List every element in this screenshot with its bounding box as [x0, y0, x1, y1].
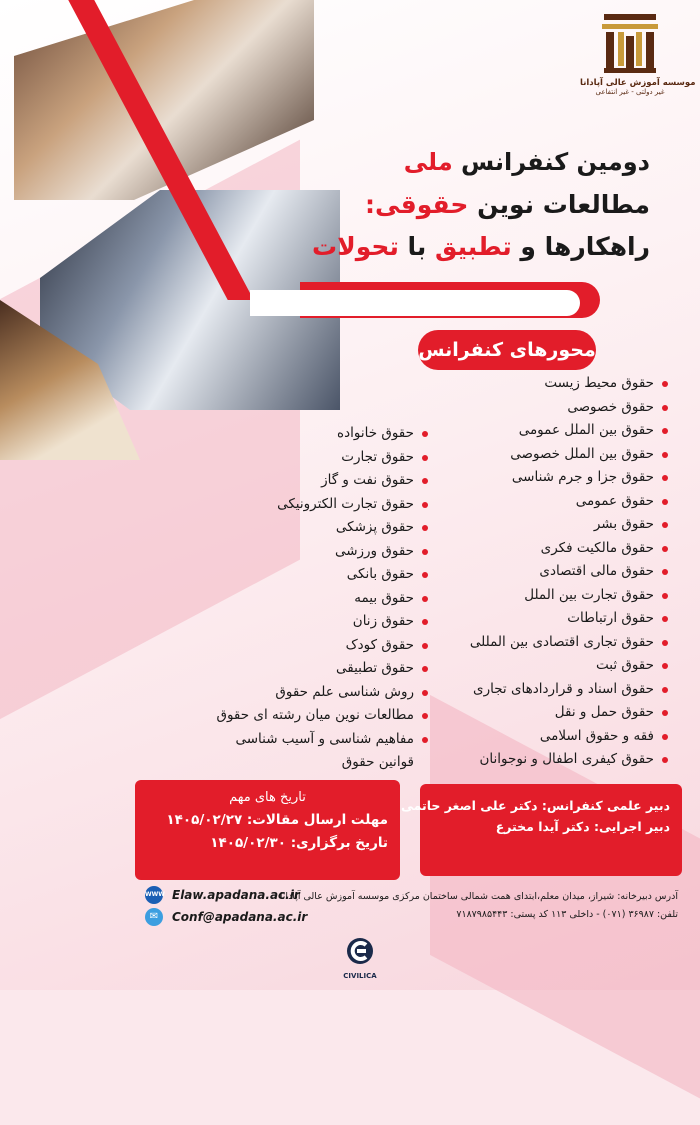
apadana-logo-icon	[598, 10, 662, 76]
topic-label: مطالعات نوین میان رشته ای حقوق	[216, 707, 414, 723]
bullet-icon	[662, 381, 668, 387]
www-icon: WWW	[145, 886, 163, 904]
bullet-icon	[422, 619, 428, 625]
topic-item	[198, 634, 428, 658]
topic-item	[198, 422, 428, 446]
bullet-icon	[662, 757, 668, 763]
decorative-bar	[250, 290, 580, 316]
topic-item	[428, 631, 668, 655]
topic-label: حقوق تجارت	[341, 448, 414, 465]
bullet-icon	[422, 572, 428, 578]
topic-item	[198, 728, 428, 752]
bullet-icon	[422, 525, 428, 531]
title-highlight: تحولات	[312, 232, 399, 261]
topic-label: مفاهیم شناسی و آسیب شناسی	[235, 730, 414, 747]
topic-label: حقوق مالی اقتصادی	[539, 563, 654, 579]
bullet-icon	[662, 687, 668, 693]
bullet-icon	[662, 428, 668, 434]
topic-item	[198, 610, 428, 634]
topic-item	[198, 469, 428, 493]
bullet-icon	[422, 431, 428, 437]
event-date: تاریخ برگزاری: ۱۴۰۵/۰۲/۳۰	[210, 835, 388, 851]
bullet-icon	[662, 405, 668, 411]
topic-item	[428, 678, 668, 702]
apadana-logo	[580, 10, 696, 120]
topic-item	[428, 490, 668, 514]
topic-item	[198, 681, 428, 705]
topic-item	[198, 446, 428, 470]
bullet-icon	[422, 666, 428, 672]
topic-label: حقوق ثبت	[595, 657, 654, 673]
bullet-icon	[422, 713, 428, 719]
topic-label: حقوق بین الملل خصوصی	[510, 445, 654, 462]
topic-item	[428, 725, 668, 749]
topic-item	[428, 748, 668, 772]
email-link[interactable]: Conf@apadana.ac.ir	[172, 910, 308, 924]
bullet-icon	[662, 475, 668, 481]
topic-label: حقوق حمل و نقل	[554, 704, 654, 720]
topic-item	[428, 584, 668, 608]
secretariat-address: آدرس دبیرخانه: شیراز، میدان معلم،ابتدای همت شمالی ساختمان مرکزی موسسه آموزش عالی آپادانا	[279, 891, 678, 902]
bullet-icon	[662, 569, 668, 575]
topic-label: حقوق بانکی	[346, 566, 414, 582]
topic-item	[198, 540, 428, 564]
topic-item	[428, 537, 668, 561]
topic-label: حقوق اسناد و قراردادهای تجاری	[473, 680, 654, 697]
title-highlight: تطبیق	[435, 232, 512, 261]
title-text: دومین کنفرانس	[452, 148, 650, 176]
topic-item	[428, 396, 668, 420]
bullet-icon	[422, 549, 428, 555]
bullet-icon	[422, 596, 428, 602]
topic-label: قوانین حقوق	[341, 754, 414, 770]
bullet-icon	[662, 452, 668, 458]
topic-label: حقوق تجاری اقتصادی بین المللی	[469, 633, 654, 650]
institute-subtitle: غیر دولتی - غیر انتفاعی	[595, 88, 665, 96]
topic-label: حقوق پزشکی	[335, 519, 414, 535]
topic-item	[198, 657, 428, 681]
civilica-logo	[330, 936, 390, 980]
topic-item	[428, 419, 668, 443]
scientific-secretary: دبیر علمی کنفرانس: دکتر علی اصغر حاتمی	[400, 798, 670, 813]
bullet-icon	[422, 478, 428, 484]
topic-item	[198, 704, 428, 728]
topic-item	[428, 513, 668, 537]
topic-item	[428, 654, 668, 678]
topic-label: حقوق جزا و جرم شناسی	[511, 469, 654, 485]
topic-label: حقوق ارتباطات	[567, 610, 654, 626]
topic-label: حقوق خانواده	[337, 425, 414, 441]
bullet-icon	[662, 546, 668, 552]
topics-list-right	[428, 372, 668, 772]
topic-item	[198, 516, 428, 540]
bullet-icon	[662, 522, 668, 528]
topic-item	[428, 607, 668, 631]
topic-label: حقوق زنان	[352, 613, 414, 629]
secretaries-box	[400, 784, 682, 876]
topic-item	[198, 563, 428, 587]
topic-item	[198, 493, 428, 517]
secretariat-phone: تلفن: ۳۶۹۸۷ (۰۷۱) - داخلی ۱۱۳ کد پستی: ۷۱۸۷۹۸۵۴۴۳	[456, 909, 678, 920]
bullet-icon	[662, 499, 668, 505]
topic-label: حقوق کیفری اطفال و نوجوانان	[479, 751, 654, 767]
topic-item	[428, 701, 668, 725]
bullet-icon	[662, 734, 668, 740]
bullet-icon	[422, 455, 428, 461]
topic-label: حقوق بیمه	[354, 589, 414, 606]
topics-list-left	[198, 422, 428, 775]
bullet-icon	[662, 710, 668, 716]
topic-label: حقوق محیط زیست	[544, 375, 654, 391]
title-text: مطالعات نوین	[468, 190, 650, 219]
title-highlight: حقوقی:	[365, 190, 469, 219]
topic-label: حقوق نفت و گاز	[321, 472, 414, 488]
conference-title-line-3	[210, 232, 650, 261]
executive-secretary: دبیر اجرایی: دکتر آیدا مخترع	[495, 819, 670, 834]
bullet-icon	[422, 690, 428, 696]
title-highlight: ملی	[403, 148, 453, 176]
important-dates-heading: تاریخ های مهم	[229, 790, 306, 805]
submission-deadline: مهلت ارسال مقالات: ۱۴۰۵/۰۲/۲۷	[166, 812, 388, 828]
topic-item	[428, 443, 668, 467]
conference-axes-heading: محورهای کنفرانس	[418, 330, 596, 370]
conference-title-line-1	[210, 148, 650, 176]
topic-item	[198, 751, 428, 775]
contact-icons	[145, 886, 167, 926]
topic-label: حقوق کودک	[345, 636, 414, 653]
title-text: با	[398, 232, 436, 261]
topic-label: حقوق ورزشی	[334, 542, 414, 559]
topic-label: حقوق تجارت الکترونیکی	[277, 495, 414, 512]
topic-label: حقوق تجارت بین الملل	[524, 586, 654, 603]
topic-item	[428, 466, 668, 490]
important-dates-box	[135, 780, 400, 880]
bullet-icon	[422, 737, 428, 743]
contact-links	[172, 884, 307, 928]
bullet-icon	[422, 502, 428, 508]
topic-label: حقوق تطبیقی	[336, 660, 414, 676]
bullet-icon	[662, 616, 668, 622]
title-text: راهکارها و	[511, 232, 650, 261]
bullet-icon	[662, 640, 668, 646]
bullet-icon	[662, 663, 668, 669]
topic-label: حقوق خصوصی	[567, 398, 654, 415]
topic-label: حقوق بشر	[593, 516, 654, 532]
topic-item	[428, 372, 668, 396]
topic-label: فقه و حقوق اسلامی	[539, 727, 654, 744]
conference-title-line-2	[210, 190, 650, 219]
topic-label: حقوق عمومی	[575, 492, 654, 509]
mail-icon: ✉	[145, 908, 163, 926]
civilica-logo-icon	[345, 936, 375, 966]
topic-label: حقوق مالکیت فکری	[540, 539, 654, 556]
topic-label: روش شناسی علم حقوق	[275, 683, 414, 700]
website-link[interactable]: Elaw.apadana.ac.ir	[172, 888, 300, 902]
topic-item	[198, 587, 428, 611]
institute-name: موسسه آموزش عالی آپادانا	[580, 78, 696, 88]
secretariat-contact	[258, 888, 678, 924]
bullet-icon	[662, 593, 668, 599]
topic-item	[428, 560, 668, 584]
topic-label: حقوق بین الملل عمومی	[518, 422, 654, 438]
civilica-label: CIVILICA	[343, 972, 377, 980]
bullet-icon	[422, 643, 428, 649]
